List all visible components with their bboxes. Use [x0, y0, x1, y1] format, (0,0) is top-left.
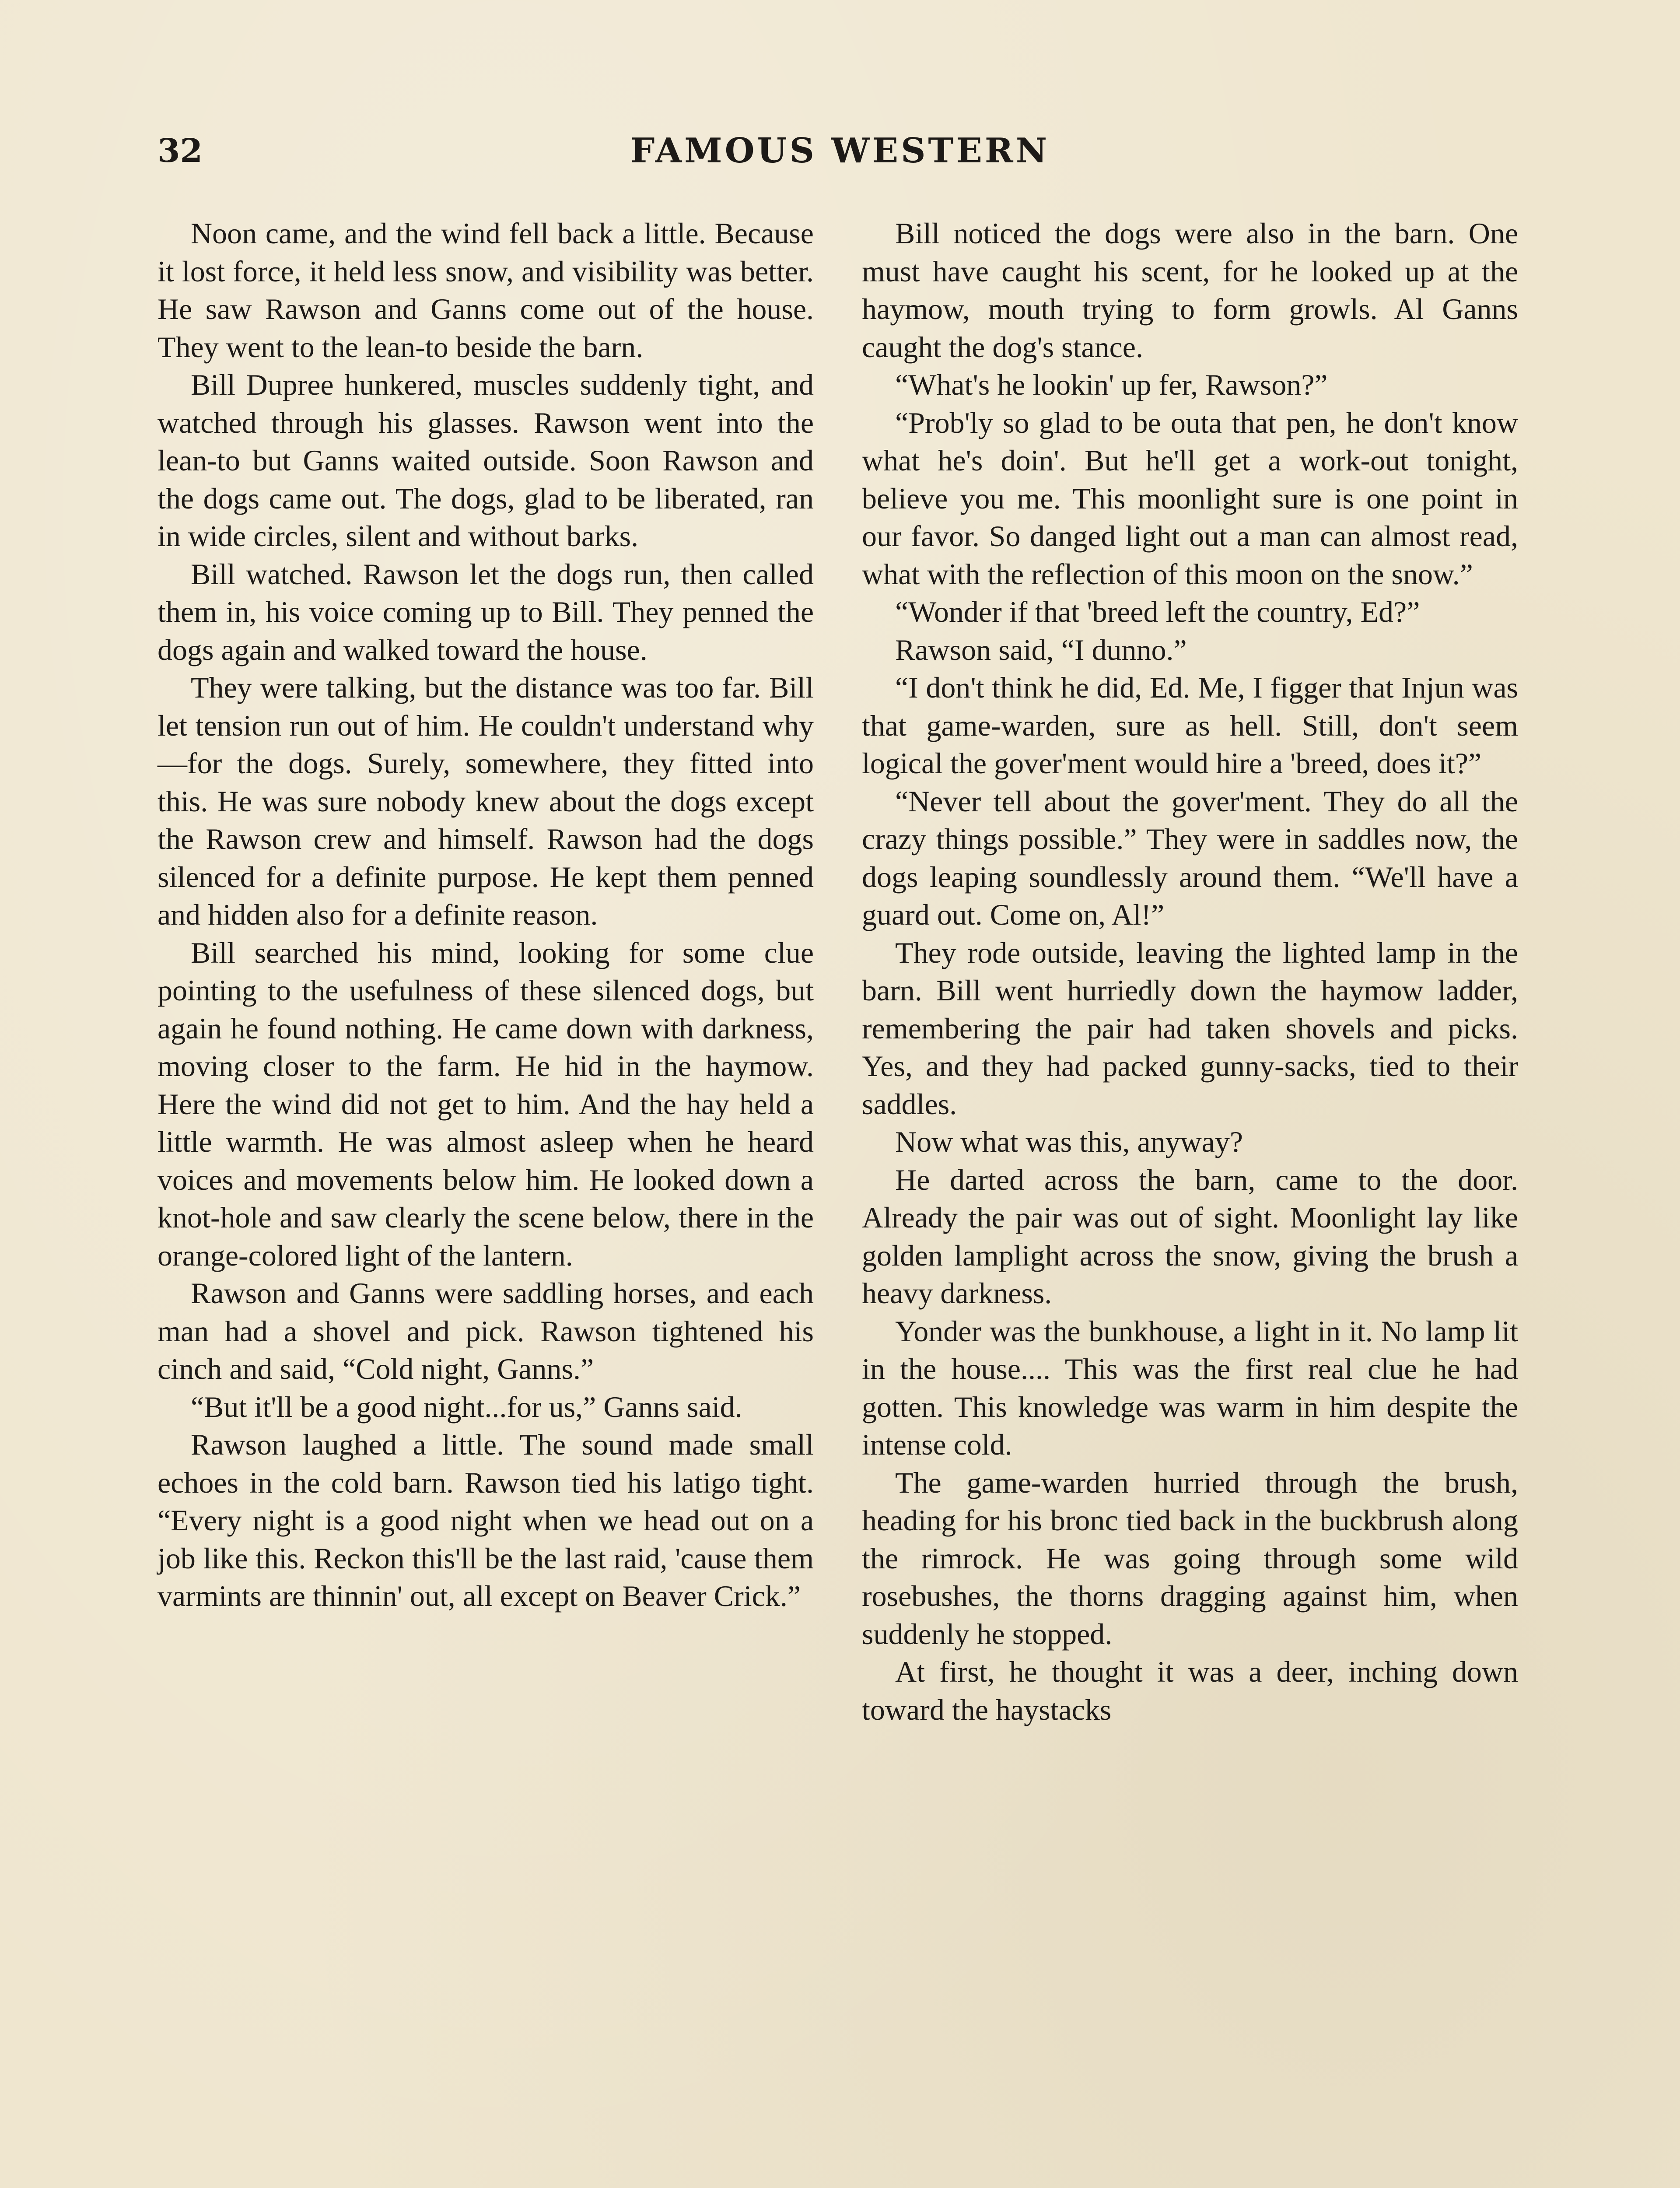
paragraph: “Prob'ly so glad to be outa that pen, he don't know what he's doin'. But he'll get a work-out tonight, believe you me. This moonlight sure is one point in our favor. So danged light out a man can almost read, what with the reflection of this moon on the snow.”: [862, 406, 1518, 591]
paragraph: “What's he lookin' up fer, Rawson?”: [895, 368, 1328, 401]
text-column-right: [862, 214, 1518, 1729]
paragraph: Now what was this, anyway?: [895, 1125, 1243, 1158]
paragraph: Yonder was the bunkhouse, a light in it. No lamp lit in the house.... This was the first real clue he had gotten. This knowledge was warm in him despite the intense cold.: [862, 1314, 1518, 1461]
paragraph: Rawson said, “I dunno.”: [895, 633, 1187, 666]
paragraph: “I don't think he did, Ed. Me, I figger that Injun was that game-warden, sure as hell. Still, don't seem logical the gover'ment would hire a 'breed, does it?”: [862, 671, 1518, 780]
paragraph: “Wonder if that 'breed left the country, Ed?”: [895, 595, 1420, 628]
paragraph: They rode outside, leaving the lighted lamp in the barn. Bill went hurriedly down the haymow ladder, remembering the pair had taken shovels and picks. Yes, and they had packed gunny-sacks, tied to their saddles.: [862, 936, 1518, 1121]
paragraph: Bill searched his mind, looking for some clue pointing to the usefulness of these silenced dogs, but again he found nothing. He came down with darkness, moving closer to the farm. He hid in the haymow. Here the wind did not get to him. And the hay held a little warmth. He was almost asleep when he heard voices and movements below him. He looked down a knot-hole and saw clearly the scene below, there in the orange-colored light of the lantern.: [158, 936, 814, 1272]
paragraph: “But it'll be a good night...for us,” Ganns said.: [191, 1390, 742, 1424]
paragraph: Bill Dupree hunkered, muscles suddenly tight, and watched through his glasses. Rawson went into the lean-to but Ganns waited outside. Soon Rawson and the dogs came out. The dogs, glad to be liberated, ran in wide circles, silent and without barks.: [158, 368, 814, 553]
paragraph: Bill noticed the dogs were also in the barn. One must have caught his scent, for he looked up at the haymow, mouth trying to form growls. Al Ganns caught the dog's stance.: [862, 217, 1518, 364]
text-column-left: [158, 214, 814, 1615]
paragraph: He darted across the barn, came to the door. Already the pair was out of sight. Moonlight lay like golden lamplight across the snow, giving the brush a heavy darkness.: [862, 1163, 1518, 1310]
paragraph: At first, he thought it was a deer, inching down toward the haystacks: [862, 1655, 1518, 1726]
paragraph: Rawson and Ganns were saddling horses, and each man had a shovel and pick. Rawson tightened his cinch and said, “Cold night, Ganns.”: [158, 1276, 814, 1385]
paragraph: They were talking, but the distance was too far. Bill let tension run out of him. He couldn't understand why—for the dogs. Surely, somewhere, they fitted into this. He was sure nobody knew about the dogs except the Rawson crew and himself. Rawson had the dogs silenced for a definite purpose. He kept them penned and hidden also for a definite reason.: [158, 671, 814, 931]
paragraph: Rawson laughed a little. The sound made small echoes in the cold barn. Rawson tied his latigo tight. “Every night is a good night when we head out on a job like this. Reckon this'll be the last raid, 'cause them varmints are thinnin' out, all except on Beaver Crick.”: [158, 1428, 814, 1613]
running-title: FAMOUS WESTERN: [630, 131, 1050, 171]
page-header: [158, 127, 1522, 175]
paragraph: Bill watched. Rawson let the dogs run, then called them in, his voice coming up to Bill. They penned the dogs again and walked toward the house.: [158, 557, 814, 666]
page-number: 32: [158, 132, 203, 170]
paragraph: The game-warden hurried through the brush, heading for his bronc tied back in the buckbrush along the rimrock. He was going through some wild rosebushes, the thorns dragging against him, when suddenly he stopped.: [862, 1466, 1518, 1651]
paragraph: “Never tell about the gover'ment. They do all the crazy things possible.” They were in saddles now, the dogs leaping soundlessly around them. “We'll have a guard out. Come on, Al!”: [862, 784, 1518, 931]
paragraph: Noon came, and the wind fell back a little. Because it lost force, it held less snow, and visibility was better. He saw Rawson and Ganns come out of the house. They went to the lean-to beside the barn.: [158, 217, 814, 364]
